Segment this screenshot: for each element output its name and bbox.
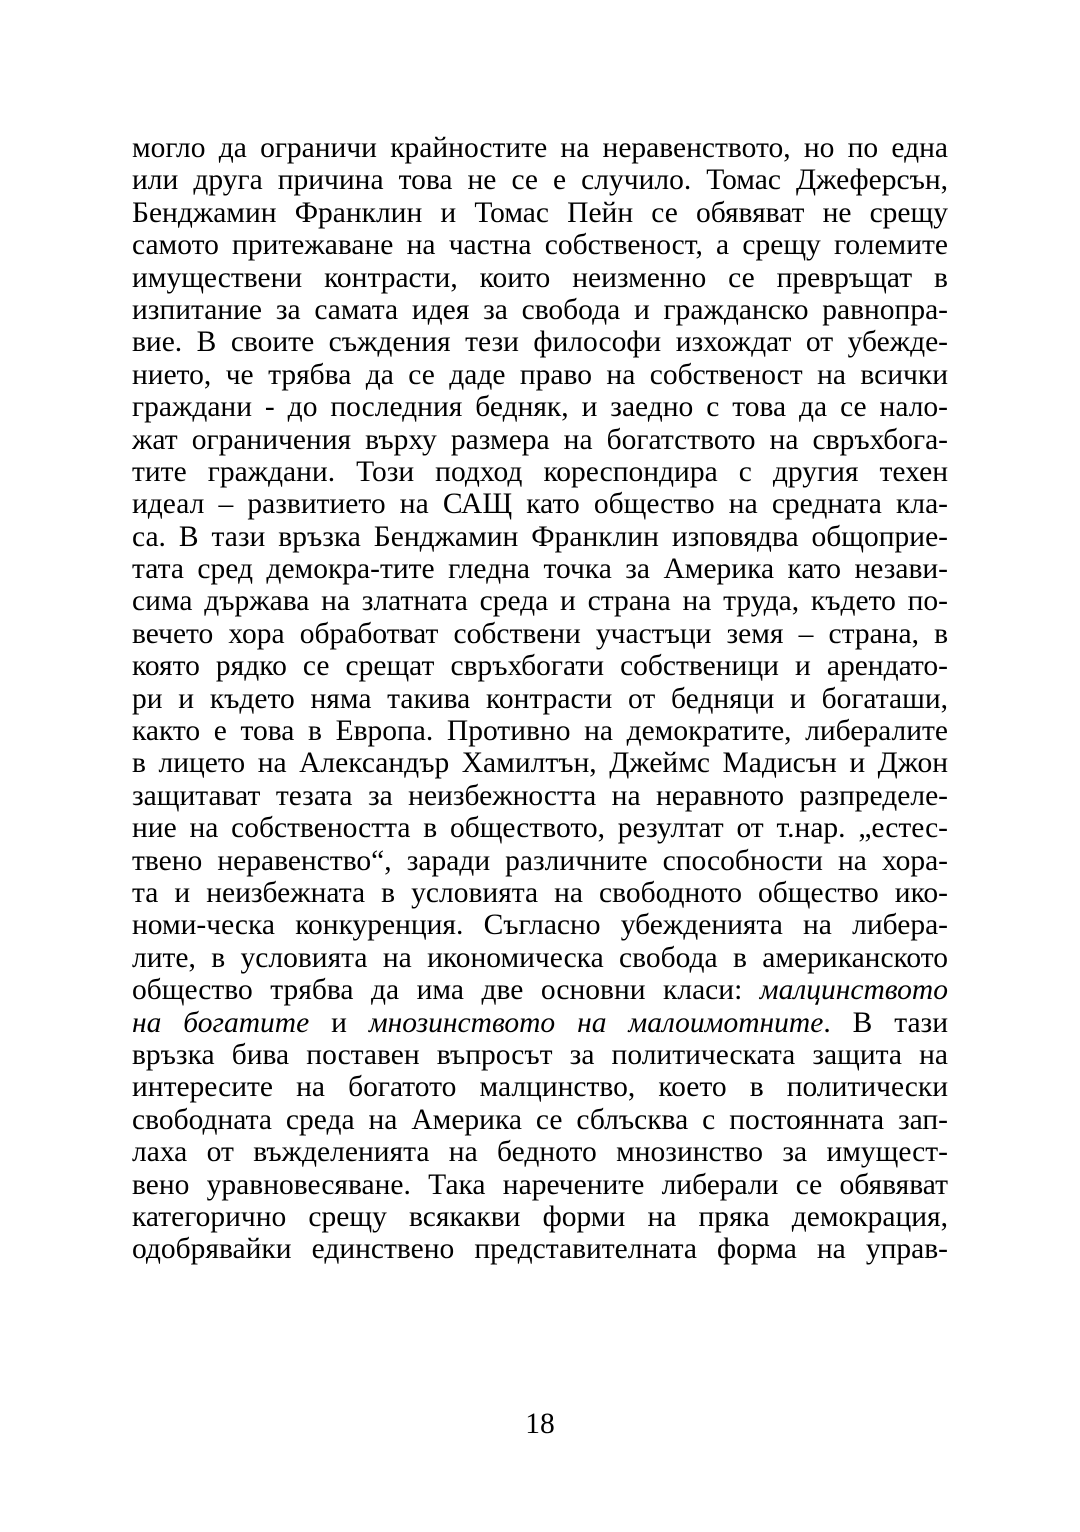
- text-line: нието, че трябва да се даде право на собственост на всички: [132, 358, 948, 391]
- text-line: вено уравновесяване. Така наречените либерали се обявяват: [132, 1168, 948, 1201]
- text-line: която рядко се срещат свръхбогати собственици и арендато-: [132, 650, 948, 683]
- text-line: вие. В своите съждения тези философи изхождат от убежде-: [132, 326, 948, 359]
- text-line: в лицето на Александър Хамилтън, Джеймс Мадисън и Джон: [132, 747, 948, 780]
- text-line: както е това в Европа. Противно на демократите, либералите: [132, 715, 948, 748]
- text-line: вечето хора обработват собствени участъци земя – страна, в: [132, 617, 948, 650]
- text-line-mixed: [132, 974, 948, 1006]
- text-line: ние на собствеността в обществото, резултат от т.нар. „естес-: [132, 812, 948, 845]
- text-line: номи-ческа конкуренция. Съгласно убежденията на либера-: [132, 909, 948, 942]
- text-line: лите, в условията на икономическа свобода в американското: [132, 941, 948, 974]
- text-line: сима държава на златната среда и страна на труда, където по-: [132, 585, 948, 618]
- text-line: самото притежаване на частна собственост, а срещу големите: [132, 229, 948, 262]
- text-line: идеал – развитието на САЩ като общество на средната кла-: [132, 488, 948, 521]
- text-line: твено неравенство“, заради различните способности на хора-: [132, 844, 948, 877]
- page-body: [132, 132, 948, 1266]
- text-line: имуществени контрасти, които неизменно се превръщат в: [132, 261, 948, 294]
- page-number: 18: [525, 1408, 555, 1440]
- italic-text-run: мнозинството на малоимотните: [368, 1006, 824, 1039]
- text-run: общество трябва да има две основни класи:: [132, 974, 760, 1007]
- text-line: категорично срещу всякакви форми на пряка демокрация,: [132, 1200, 948, 1233]
- text-line: връзка бива поставен въпросът за политическата защита на: [132, 1038, 948, 1071]
- text-line: лаха от въжделенията на бедното мнозинство за имущест-: [132, 1136, 948, 1169]
- text-run: . В тази: [823, 1006, 949, 1039]
- text-line: свободната среда на Америка се сблъсква с постоянната зап-: [132, 1103, 948, 1136]
- text-line: тата сред демокра-тите гледна точка за Америка като незави-: [132, 553, 948, 586]
- text-line: са. В тази връзка Бенджамин Франклин изповядва общоприе-: [132, 520, 948, 553]
- text-run: и: [309, 1006, 369, 1039]
- text-line: ри и където няма такива контрасти от бедняци и богаташи,: [132, 682, 948, 715]
- text-line: граждани - до последния бедняк, и заедно с това да се нало-: [132, 391, 948, 424]
- text-line-mixed: [132, 1007, 948, 1039]
- text-line: одобрявайки единствено представителната форма на управ-: [132, 1233, 948, 1266]
- text-line: защитават тезата за неизбежността на неравното разпределе-: [132, 779, 948, 812]
- italic-text-run: на богатите: [132, 1006, 310, 1039]
- italic-text-run: малцинството: [759, 974, 948, 1007]
- text-line: жат ограничения върху размера на богатството на свръхбога-: [132, 423, 948, 456]
- text-line: тите граждани. Този подход кореспондира с другия техен: [132, 455, 948, 488]
- text-line: или друга причина това не се е случило. Томас Джеферсън,: [132, 164, 948, 197]
- text-line: изпитание за самата идея за свобода и гражданско равнопра-: [132, 293, 948, 326]
- text-line: интересите на богатото малцинство, което в политически: [132, 1071, 948, 1104]
- text-line: могло да ограничи крайностите на неравенството, но по една: [132, 132, 948, 164]
- text-line: Бенджамин Франклин и Томас Пейн се обявяват не срещу: [132, 196, 948, 229]
- text-line: та и неизбежната в условията на свободното общество ико-: [132, 876, 948, 909]
